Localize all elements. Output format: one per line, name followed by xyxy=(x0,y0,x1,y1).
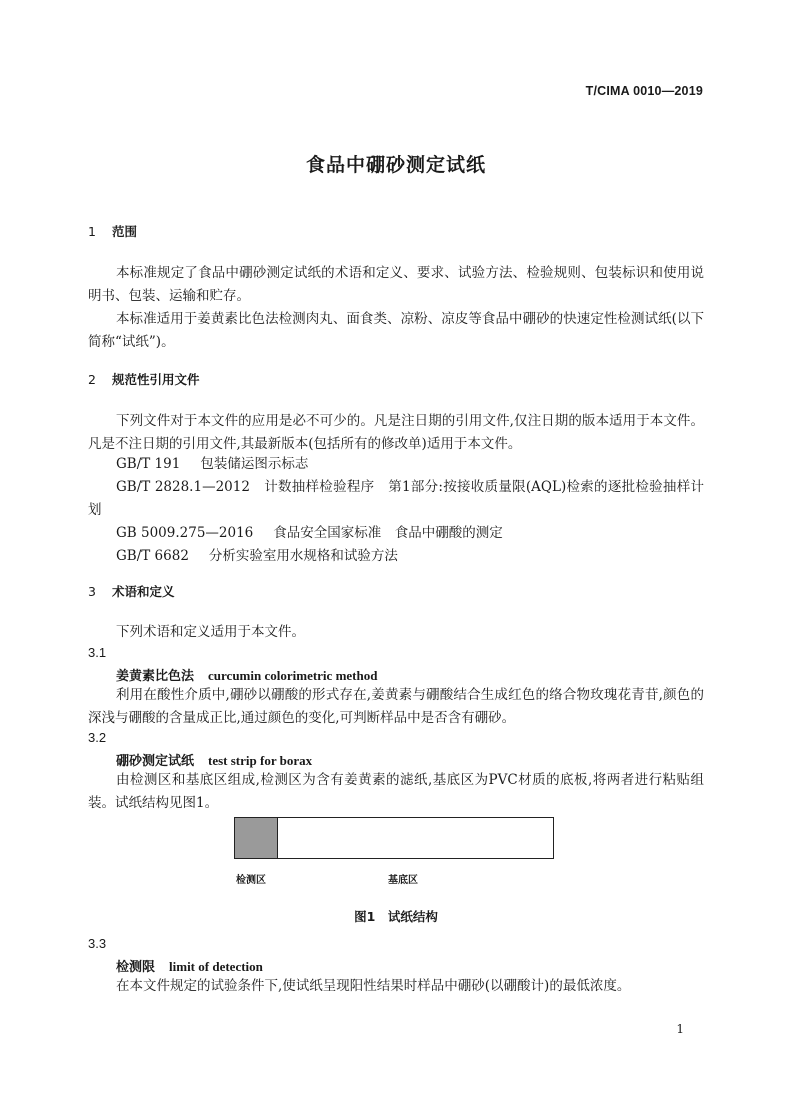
standard-code: T/CIMA 0010—2019 xyxy=(585,84,703,98)
section-number: 1 xyxy=(88,224,96,239)
paragraph: 下列术语和定义适用于本文件。 xyxy=(116,624,305,640)
section-number: 2 xyxy=(88,372,96,387)
clause-number: 3.3 xyxy=(88,936,107,951)
term-definition: 在本文件规定的试验条件下,使试纸呈现阳性结果时样品中硼砂(以硼酸计)的最低浓度。 xyxy=(116,978,631,994)
term-en: curcumin colorimetric method xyxy=(208,668,378,683)
term-definition: 由检测区和基底区组成,检测区为含有姜黄素的滤纸,基底区为PVC材质的底板,将两者进行粘贴组装。试纸结构见图1。 xyxy=(88,772,704,811)
reference-name: 分析实验室用水规格和试验方法 xyxy=(208,548,398,564)
reference-name: 食品安全国家标准 食品中硼酸的测定 xyxy=(273,525,503,541)
reference-item xyxy=(116,522,503,545)
term-zh: 姜黄素比色法 xyxy=(116,669,195,684)
term-en: limit of detection xyxy=(169,959,263,974)
base-zone-label: 基底区 xyxy=(388,875,418,886)
paragraph: 本标准适用于姜黄素比色法检测肉丸、面食类、凉粉、凉皮等食品中硼砂的快速定性检测试纸(以下简称“试纸”)。 xyxy=(88,311,704,350)
term-heading xyxy=(116,665,377,684)
detection-zone-label: 检测区 xyxy=(236,875,266,886)
section-title: 范围 xyxy=(112,224,138,239)
reference-name: 计数抽样检验程序 第1部分:按接收质量限(AQL)检索的逐批检验抽样计划 xyxy=(88,479,704,518)
section-2-heading xyxy=(88,370,200,388)
reference-item xyxy=(116,453,308,476)
reference-code: GB 5009.275—2016 xyxy=(116,525,254,541)
figure-caption: 图1 试纸结构 xyxy=(354,909,438,924)
reference-code: GB/T 6682 xyxy=(116,548,189,564)
term-heading xyxy=(116,956,263,975)
reference-code: GB/T 191 xyxy=(116,456,181,472)
paragraph: 下列文件对于本文件的应用是必不可少的。凡是注日期的引用文件,仅注日期的版本适用于本文件。凡是不注日期的引用文件,其最新版本(包括所有的修改单)适用于本文件。 xyxy=(88,413,704,452)
reference-item xyxy=(116,545,398,568)
clause-number: 3.1 xyxy=(88,645,107,660)
test-strip-diagram xyxy=(234,817,554,859)
term-definition: 利用在酸性介质中,硼砂以硼酸的形式存在,姜黄素与硼酸结合生成红色的络合物玫瑰花青苷,颜色的深浅与硼酸的含量成正比,通过颜色的变化,可判断样品中是否含有硼砂。 xyxy=(88,687,704,726)
section-1-heading xyxy=(88,222,137,240)
document-title: 食品中硼砂测定试纸 xyxy=(305,154,486,176)
reference-code: GB/T 2828.1—2012 xyxy=(116,479,250,495)
section-title: 术语和定义 xyxy=(112,584,175,599)
clause-number: 3.2 xyxy=(88,730,107,745)
term-heading xyxy=(116,750,312,769)
paragraph: 本标准规定了食品中硼砂测定试纸的术语和定义、要求、试验方法、检验规则、包装标识和使用说明书、包装、运输和贮存。 xyxy=(88,265,704,304)
reference-name: 包装储运图示标志 xyxy=(200,456,309,472)
term-zh: 检测限 xyxy=(116,960,156,975)
reference-item xyxy=(88,476,704,522)
page-number: 1 xyxy=(676,1022,684,1036)
section-3-heading xyxy=(88,582,175,600)
section-title: 规范性引用文件 xyxy=(112,372,200,387)
detection-zone xyxy=(235,818,278,858)
term-en: test strip for borax xyxy=(208,753,313,768)
term-zh: 硼砂测定试纸 xyxy=(116,754,195,769)
section-number: 3 xyxy=(88,584,96,599)
